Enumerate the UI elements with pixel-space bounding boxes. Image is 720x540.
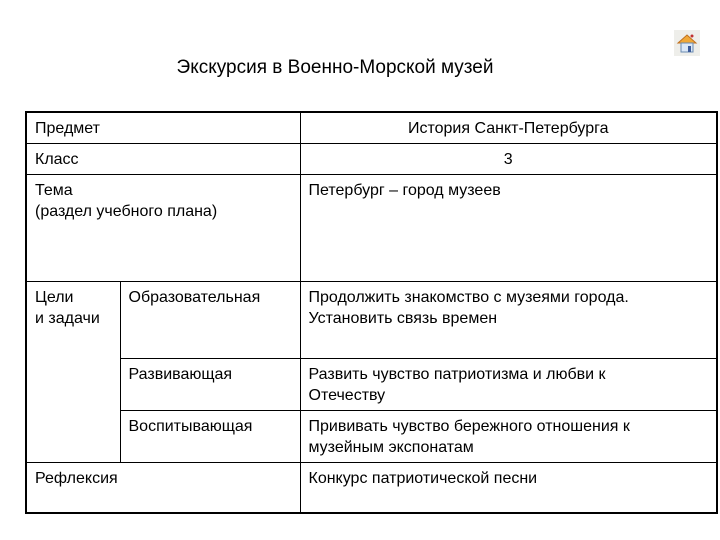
goal-text: Установить связь времен xyxy=(308,310,498,327)
reflection-value: Конкурс патриотической песни xyxy=(300,463,717,513)
table-row xyxy=(26,112,717,144)
topic-label: Тема xyxy=(35,182,73,199)
goals-sublabel: и задачи xyxy=(35,310,100,327)
goal-type: Воспитывающая xyxy=(120,411,300,463)
lesson-table xyxy=(25,111,718,514)
page-title: Экскурсия в Военно-Морской музей xyxy=(176,57,494,78)
goal-type: Развивающая xyxy=(120,359,300,411)
goal-text: Продолжить знакомство с музеями города. xyxy=(308,289,629,306)
goals-label: Цели xyxy=(35,289,74,306)
table-row xyxy=(26,175,717,282)
table-row xyxy=(26,463,717,513)
class-label: Класс xyxy=(26,144,300,175)
subject-label: Предмет xyxy=(26,112,300,144)
goal-text: Отечеству xyxy=(308,387,386,404)
reflection-label: Рефлексия xyxy=(26,463,300,513)
goal-text: музейным экспонатам xyxy=(308,439,474,456)
table-row xyxy=(26,411,717,463)
home-icon[interactable] xyxy=(674,30,700,56)
table-row xyxy=(26,359,717,411)
class-value: 3 xyxy=(300,144,717,175)
goal-text: Прививать чувство бережного отношения к xyxy=(308,418,630,435)
topic-value: Петербург – город музеев xyxy=(300,175,717,282)
topic-sublabel: (раздел учебного плана) xyxy=(35,203,218,220)
goal-text: Развить чувство патриотизма и любви к xyxy=(308,366,606,383)
subject-value: История Санкт-Петербурга xyxy=(300,112,717,144)
table-row xyxy=(26,144,717,175)
goal-type: Образовательная xyxy=(120,282,300,359)
table-row xyxy=(26,282,717,359)
